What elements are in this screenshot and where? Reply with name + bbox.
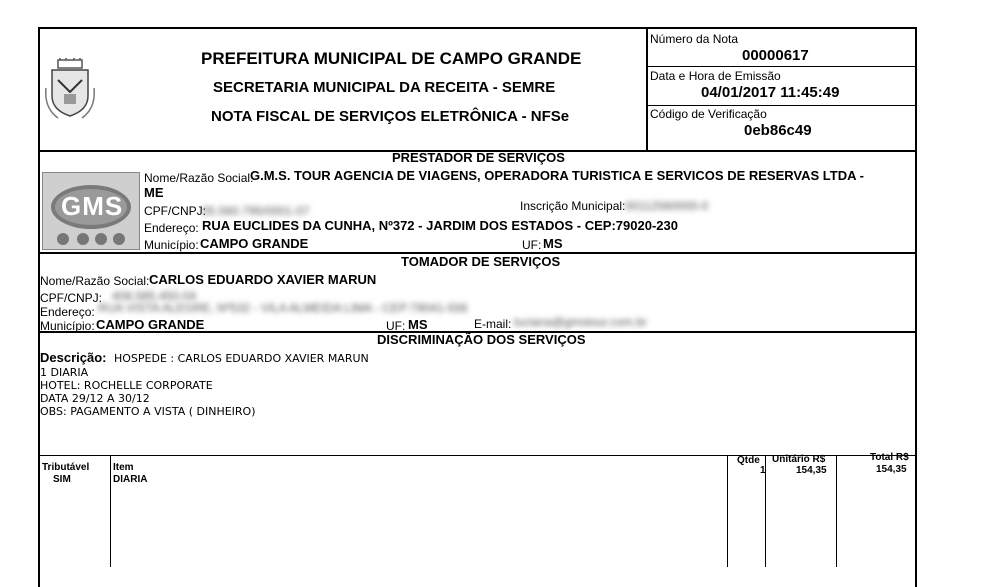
verificacao-label: Código de Verificação xyxy=(650,107,767,121)
emissao-value: 04/01/2017 11:45:49 xyxy=(701,84,840,101)
prestador-municipio-label: Município: xyxy=(144,238,199,252)
prestador-endereco-value: RUA EUCLIDES DA CUNHA, Nº372 - JARDIM DOS ESTADOS - CEP:79020-230 xyxy=(202,218,678,233)
discriminacao-line: HOTEL: ROCHELLE CORPORATE xyxy=(40,379,213,392)
tomador-nome-value: CARLOS EDUARDO XAVIER MARUN xyxy=(149,272,377,287)
header-prefeitura: PREFEITURA MUNICIPAL DE CAMPO GRANDE xyxy=(201,49,582,68)
row-tributavel: SIM xyxy=(53,474,71,485)
row-qtde: 1 xyxy=(760,465,766,476)
prestador-nome-line2: ME xyxy=(144,185,164,200)
col-header-item: Item xyxy=(113,462,134,473)
municipal-crest-icon xyxy=(44,58,96,122)
discriminacao-line: DATA 29/12 A 30/12 xyxy=(40,392,150,405)
header-nfse-title: NOTA FISCAL DE SERVIÇOS ELETRÔNICA - NFSe xyxy=(211,108,570,125)
header-secretaria: SECRETARIA MUNICIPAL DA RECEITA - SEMRE xyxy=(213,79,556,96)
emissao-label: Data e Hora de Emissão xyxy=(650,69,781,83)
row-unitario: 154,35 xyxy=(796,465,827,476)
inscricao-label: Inscrição Municipal: xyxy=(520,199,626,213)
descricao-value: HOSPEDE : CARLOS EDUARDO XAVIER MARUN xyxy=(114,352,369,365)
logo-text: GMS xyxy=(61,191,124,221)
col-header-unitario: Unitário R$ xyxy=(772,454,826,465)
prestador-municipio-value: CAMPO GRANDE xyxy=(200,236,309,251)
tomador-cpf-value: 408.585.450-04 xyxy=(112,289,197,303)
nota-row-divider-1 xyxy=(646,66,917,67)
prestador-cpf-value: 05.560.795/0001-07 xyxy=(202,204,310,218)
prestador-nome-line1: G.M.S. TOUR AGENCIA DE VIAGENS, OPERADORA TURISTICA E SERVICOS DE RESERVAS LTDA - xyxy=(250,168,864,183)
discriminacao-section-title: DISCRIMINAÇÃO DOS SERVIÇOS xyxy=(377,332,586,347)
row-total: 154,35 xyxy=(876,464,907,475)
tomador-uf-value: MS xyxy=(408,317,428,332)
prestador-endereco-label: Endereço: xyxy=(144,221,199,235)
discriminacao-line: 1 DIARIA xyxy=(40,366,89,379)
col-header-total: Total R$ xyxy=(870,452,909,463)
prestador-uf-value: MS xyxy=(543,236,563,251)
discriminacao-line: OBS: PAGAMENTO A VISTA ( DINHEIRO) xyxy=(40,405,256,418)
col-divider-total xyxy=(836,455,837,567)
col-divider-item xyxy=(110,455,111,567)
tomador-municipio-label: Município: xyxy=(40,319,95,333)
prestador-section-title: PRESTADOR DE SERVIÇOS xyxy=(392,150,565,165)
descricao-label: Descrição: xyxy=(40,350,107,365)
tomador-section-title: TOMADOR DE SERVIÇOS xyxy=(401,254,561,269)
tomador-email-value: luciana@gmstour.com.br xyxy=(514,315,647,329)
prestador-logo xyxy=(42,172,140,250)
verificacao-value: 0eb86c49 xyxy=(744,122,812,139)
col-divider-qtde xyxy=(727,455,728,567)
col-header-qtde: Qtde xyxy=(737,455,760,466)
tomador-uf-label: UF: xyxy=(386,319,406,333)
prestador-cpf-label: CPF/CNPJ: xyxy=(144,204,207,218)
numero-nota-label: Número da Nota xyxy=(650,32,739,46)
tomador-municipio-value: CAMPO GRANDE xyxy=(96,317,205,332)
inscricao-value: 00112560000-0 xyxy=(625,199,709,213)
tomador-cpf-label: CPF/CNPJ: xyxy=(40,291,103,305)
tomador-endereco-value: RUA VISTA ALEGRE, Nº532 - VILA ALMEIDA LIMA - CEP:79041-556 xyxy=(98,301,468,315)
tomador-email-label: E-mail: xyxy=(474,317,512,331)
tomador-endereco-label: Endereço: xyxy=(40,305,95,319)
row-item: DIARIA xyxy=(113,474,148,485)
prestador-uf-label: UF: xyxy=(522,238,542,252)
header-divider xyxy=(646,27,648,150)
col-header-tributavel: Tributável xyxy=(42,462,90,473)
nota-row-divider-2 xyxy=(646,105,917,106)
tomador-nome-label: Nome/Razão Social: xyxy=(40,274,150,288)
prestador-nome-label: Nome/Razão Social: xyxy=(144,171,254,185)
numero-nota-value: 00000617 xyxy=(742,47,809,64)
